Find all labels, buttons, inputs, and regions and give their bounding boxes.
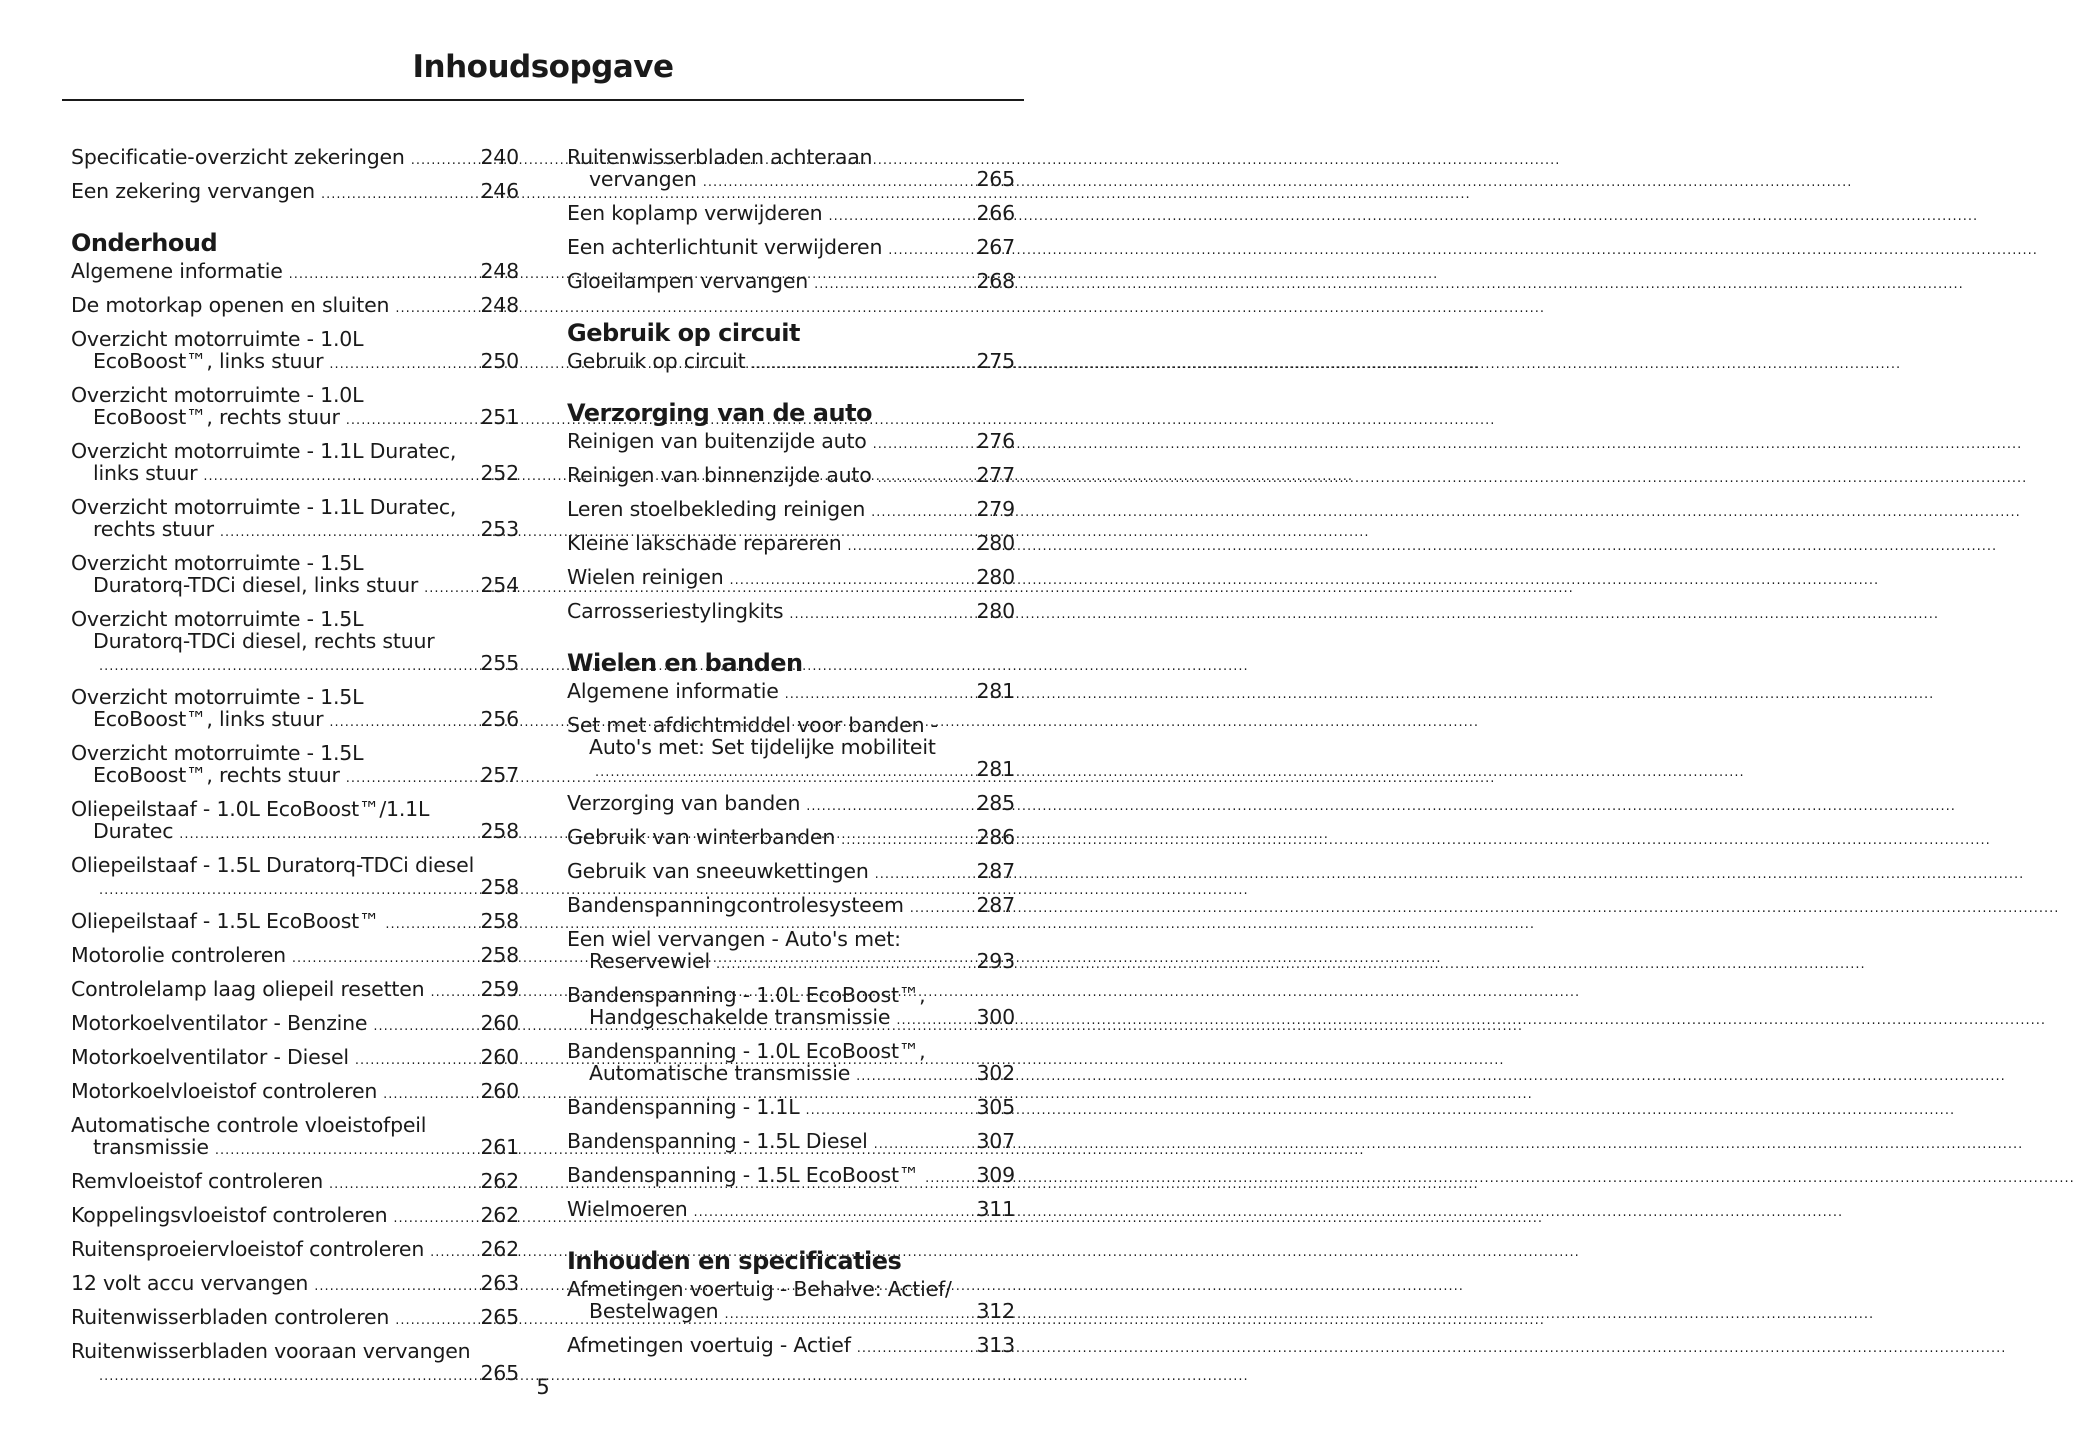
toc-entry-title: Reinigen van binnenzijde auto: [567, 463, 872, 487]
toc-page-number: 256: [480, 707, 519, 731]
dot-leader: [329, 1174, 477, 1196]
toc-entry-title: Remvloeistof controleren: [71, 1169, 324, 1193]
toc-entry-title: Motorolie controleren: [71, 943, 286, 967]
toc-entry-title: EcoBoost™, rechts stuur: [93, 405, 340, 429]
toc-entry-title: Specificatie-overzicht zekeringen: [71, 145, 405, 169]
toc-entry[interactable]: [567, 464, 1015, 490]
dot-leader: [805, 1100, 973, 1122]
dot-leader: [856, 1066, 973, 1088]
toc-entry-title: Gebruik van sneeuwkettingen: [567, 859, 869, 883]
toc-entry[interactable]: [71, 1204, 519, 1230]
toc-entry-title: Overzicht motorruimte - 1.5L: [71, 741, 364, 765]
dot-leader: [411, 150, 478, 172]
toc-page-number: 258: [480, 909, 519, 933]
dot-leader: [385, 914, 477, 936]
toc-entry[interactable]: [71, 1238, 519, 1264]
toc-entry-title: Bandenspanning - 1.0L EcoBoost™,: [567, 983, 926, 1007]
dot-leader: [871, 502, 973, 524]
toc-page-number: 313: [976, 1333, 1015, 1357]
toc-entry-title: links stuur: [93, 461, 198, 485]
toc-section-continued: [567, 146, 1015, 296]
toc-entry[interactable]: [71, 496, 519, 544]
toc-entry-title: Ruitensproeiervloeistof controleren: [71, 1237, 425, 1261]
toc-entry-title: Motorkoelvloeistof controleren: [71, 1079, 378, 1103]
toc-page-number: 254: [480, 573, 519, 597]
toc-page-number: 300: [976, 1005, 1015, 1029]
toc-page-number: 285: [976, 791, 1015, 815]
toc-page-number: 266: [976, 201, 1015, 225]
toc-entry[interactable]: [567, 984, 1015, 1032]
toc-page-number: 281: [976, 679, 1015, 703]
toc-page-number: 302: [976, 1061, 1015, 1085]
section-heading: Gebruik op circuit: [567, 319, 800, 347]
dot-leader: [806, 796, 973, 818]
toc-entry-title: Overzicht motorruimte - 1.1L Duratec,: [71, 495, 457, 519]
toc-entry-title: Gloeilampen vervangen: [567, 269, 809, 293]
toc-entry-title: Motorkoelventilator - Diesel: [71, 1045, 349, 1069]
toc-entry[interactable]: [567, 860, 1015, 886]
toc-entry[interactable]: [567, 1334, 1015, 1360]
toc-page-number: 258: [480, 819, 519, 843]
toc-entry[interactable]: [71, 1114, 519, 1162]
toc-entry[interactable]: [71, 260, 519, 286]
dot-leader: [220, 522, 478, 544]
dot-leader: [703, 172, 974, 194]
toc-entry-title: Afmetingen voertuig - Actief: [567, 1333, 851, 1357]
toc-page-number: 276: [976, 429, 1015, 453]
toc-page-number: 251: [480, 405, 519, 429]
dot-leader: [888, 240, 973, 262]
toc-entry-title: Carrosseriestylingkits: [567, 599, 784, 623]
toc-page-number: 268: [976, 269, 1015, 293]
dot-leader: [99, 656, 477, 678]
toc-entry[interactable]: [567, 1198, 1015, 1224]
toc-page-number: 259: [480, 977, 519, 1001]
page-number: 5: [536, 1375, 550, 1399]
toc-entry[interactable]: [567, 714, 1015, 784]
toc-entry[interactable]: [567, 1096, 1015, 1122]
toc-entry[interactable]: [567, 792, 1015, 818]
toc-entry-title: Een achterlichtunit verwijderen: [567, 235, 883, 259]
dot-leader: [841, 830, 973, 852]
toc-entry[interactable]: [71, 180, 519, 206]
toc-entry[interactable]: [567, 1040, 1015, 1088]
toc-entry-title: Automatische transmissie: [589, 1061, 851, 1085]
dot-leader: [292, 948, 478, 970]
toc-page-number: 309: [976, 1163, 1015, 1187]
section-heading: Wielen en banden: [567, 649, 803, 677]
toc-entry-title: Afmetingen voertuig - Behalve: Actief/: [567, 1277, 952, 1301]
toc-page-number: 262: [480, 1169, 519, 1193]
toc-entry-title: Duratorq-TDCi diesel, rechts stuur: [93, 629, 435, 653]
section-heading: Verzorging van de auto: [567, 399, 873, 427]
toc-entry[interactable]: [71, 1306, 519, 1332]
toc-entry-title: Leren stoelbekleding reinigen: [567, 497, 866, 521]
toc-entry[interactable]: [71, 742, 519, 790]
dot-leader: [724, 1304, 973, 1326]
dot-leader: [395, 1310, 477, 1332]
toc-page-number: 252: [480, 461, 519, 485]
toc-entry[interactable]: [567, 928, 1015, 976]
page-title: Inhoudsopgave: [412, 49, 674, 85]
toc-entry-title: Een wiel vervangen - Auto's met:: [567, 927, 901, 951]
dot-leader: [789, 604, 973, 626]
toc-section-inhouden-en-specificaties: [567, 1246, 1015, 1360]
toc-section-verzorging-van-de-auto: [567, 398, 1015, 626]
toc-entry-title: Ruitenwisserbladen controleren: [71, 1305, 390, 1329]
toc-entry[interactable]: [71, 1080, 519, 1106]
toc-page-number: 287: [976, 893, 1015, 917]
toc-page-number: 279: [976, 497, 1015, 521]
toc-page-number: 305: [976, 1095, 1015, 1119]
toc-entry-title: Algemene informatie: [71, 259, 283, 283]
toc-entry-title: Verzorging van banden: [567, 791, 801, 815]
toc-page-number: 240: [480, 145, 519, 169]
toc-entry[interactable]: [567, 600, 1015, 626]
dot-leader: [828, 206, 973, 228]
toc-entry[interactable]: [71, 384, 519, 432]
toc-entry-title: Wielen reinigen: [567, 565, 724, 589]
toc-entry-title: Bandenspanning - 1.1L: [567, 1095, 800, 1119]
toc-entry-title: Bandenspanning - 1.5L EcoBoost™: [567, 1163, 920, 1187]
toc-entry-title: Reservewiel: [589, 949, 710, 973]
toc-entry-title: Oliepeilstaaf - 1.5L EcoBoost™: [71, 909, 380, 933]
dot-leader: [346, 410, 478, 432]
toc-entry-title: transmissie: [93, 1135, 209, 1159]
toc-page-number: 307: [976, 1129, 1015, 1153]
toc-page-number: 260: [480, 1011, 519, 1035]
toc-page-number: 275: [976, 349, 1015, 373]
toc-section-gebruik-op-circuit: [567, 318, 1015, 376]
toc-entry-title: Oliepeilstaaf - 1.0L EcoBoost™/1.1L: [71, 797, 430, 821]
dot-leader: [383, 1084, 477, 1106]
toc-page-number: 265: [480, 1361, 519, 1385]
dot-leader: [215, 1140, 478, 1162]
dot-leader: [716, 954, 973, 976]
toc-page-number: 280: [976, 531, 1015, 555]
toc-page-number: 265: [480, 1305, 519, 1329]
toc-entry-title: Kleine lakschade repareren: [567, 531, 842, 555]
toc-entry[interactable]: [567, 236, 1015, 262]
dot-leader: [321, 184, 478, 206]
toc-entry-title: Algemene informatie: [567, 679, 779, 703]
dot-leader: [910, 898, 974, 920]
toc-entry[interactable]: [71, 146, 519, 172]
toc-entry-title: EcoBoost™, rechts stuur: [93, 763, 340, 787]
section-heading: Onderhoud: [71, 229, 218, 257]
dot-leader: [203, 466, 477, 488]
toc-entry[interactable]: [71, 608, 519, 678]
dot-leader: [424, 578, 477, 600]
toc-entry-title: Duratec: [93, 819, 174, 843]
dot-leader: [875, 864, 974, 886]
toc-entry[interactable]: [71, 1272, 519, 1298]
toc-entry-title: Automatische controle vloeistofpeil: [71, 1113, 427, 1137]
toc-entry-title: Een zekering vervangen: [71, 179, 315, 203]
toc-page-number: 287: [976, 859, 1015, 883]
toc-page-number: 267: [976, 235, 1015, 259]
toc-entry[interactable]: [71, 440, 519, 488]
toc-page-number: 265: [976, 167, 1015, 191]
toc-entry-title: Gebruik op circuit: [567, 349, 746, 373]
toc-entry-title: Overzicht motorruimte - 1.5L: [71, 551, 364, 575]
dot-leader: [785, 684, 974, 706]
dot-leader: [395, 298, 477, 320]
toc-section-continued: [71, 146, 519, 206]
toc-entry[interactable]: [71, 1012, 519, 1038]
toc-entry[interactable]: [567, 146, 1015, 194]
toc-page-number: 263: [480, 1271, 519, 1295]
dot-leader: [873, 434, 974, 456]
toc-entry-title: Reinigen van buitenzijde auto: [567, 429, 867, 453]
title-divider: [62, 99, 1024, 101]
toc-page-number: 293: [976, 949, 1015, 973]
toc-entry-title: Auto's met: Set tijdelijke mobiliteit: [589, 735, 936, 759]
toc-page-number: 280: [976, 565, 1015, 589]
toc-page-number: 286: [976, 825, 1015, 849]
toc-entry[interactable]: [567, 1130, 1015, 1156]
toc-page-number: 258: [480, 875, 519, 899]
toc-entry-title: EcoBoost™, links stuur: [93, 349, 324, 373]
toc-entry[interactable]: [567, 894, 1015, 920]
toc-entry-title: Handgeschakelde transmissie: [589, 1005, 891, 1029]
toc-page-number: 253: [480, 517, 519, 541]
dot-leader: [751, 354, 973, 376]
dot-leader: [896, 1010, 973, 1032]
dot-leader: [314, 1276, 477, 1298]
dot-leader: [878, 468, 974, 490]
toc-entry-title: Controlelamp laag oliepeil resetten: [71, 977, 425, 1001]
toc-entry[interactable]: [567, 1278, 1015, 1326]
toc-entry[interactable]: [567, 680, 1015, 706]
toc-entry[interactable]: [71, 910, 519, 936]
dot-leader: [373, 1016, 477, 1038]
toc-entry[interactable]: [567, 270, 1015, 296]
toc-entry-title: Ruitenwisserbladen vooraan vervangen: [71, 1339, 471, 1363]
toc-page-number: 260: [480, 1045, 519, 1069]
toc-entry-title: Overzicht motorruimte - 1.0L: [71, 383, 364, 407]
dot-leader: [329, 354, 477, 376]
toc-page-number: 255: [480, 651, 519, 675]
toc-entry-title: rechts stuur: [93, 517, 214, 541]
toc-entry-title: Bandenspanning - 1.5L Diesel: [567, 1129, 868, 1153]
toc-entry[interactable]: [71, 798, 519, 846]
toc-page-number: 248: [480, 259, 519, 283]
dot-leader: [814, 274, 973, 296]
toc-entry-title: Motorkoelventilator - Benzine: [71, 1011, 368, 1035]
toc-entry-title: Een koplamp verwijderen: [567, 201, 823, 225]
dot-leader: [430, 1242, 477, 1264]
toc-entry-title: Wielmoeren: [567, 1197, 688, 1221]
toc-left-column: [71, 146, 519, 1410]
toc-entry[interactable]: [71, 552, 519, 600]
toc-entry[interactable]: [71, 294, 519, 320]
toc-right-column: [567, 146, 1015, 1382]
toc-entry[interactable]: [71, 328, 519, 376]
dot-leader: [393, 1208, 477, 1230]
toc-entry[interactable]: [71, 1170, 519, 1196]
toc-page-number: 261: [480, 1135, 519, 1159]
toc-page-number: 312: [976, 1299, 1015, 1323]
toc-entry-title: 12 volt accu vervangen: [71, 1271, 309, 1295]
toc-entry-title: vervangen: [589, 167, 697, 191]
toc-entry[interactable]: [71, 978, 519, 1004]
toc-entry-title: Bandenspanning - 1.0L EcoBoost™,: [567, 1039, 926, 1063]
dot-leader: [346, 768, 478, 790]
toc-entry[interactable]: [567, 1164, 1015, 1190]
toc-entry-title: Oliepeilstaaf - 1.5L Duratorq-TDCi diesel: [71, 853, 475, 877]
dot-leader: [99, 880, 477, 902]
toc-entry-title: Overzicht motorruimte - 1.5L: [71, 607, 364, 631]
toc-entry-title: EcoBoost™, links stuur: [93, 707, 324, 731]
toc-page-number: 257: [480, 763, 519, 787]
toc-entry-title: Set met afdichtmiddel voor banden -: [567, 713, 938, 737]
toc-page-number: 246: [480, 179, 519, 203]
toc-entry[interactable]: [567, 202, 1015, 228]
toc-entry-title: Duratorq-TDCi diesel, links stuur: [93, 573, 419, 597]
toc-entry-title: Overzicht motorruimte - 1.0L: [71, 327, 364, 351]
toc-entry-title: Ruitenwisserbladen achteraan: [567, 145, 873, 169]
toc-entry[interactable]: [71, 686, 519, 734]
toc-page-number: 250: [480, 349, 519, 373]
toc-page-number: 262: [480, 1203, 519, 1227]
dot-leader: [694, 1202, 974, 1224]
toc-page-number: 260: [480, 1079, 519, 1103]
toc-entry[interactable]: [567, 350, 1015, 376]
section-heading: Inhouden en specificaties: [567, 1247, 902, 1275]
toc-page-number: 262: [480, 1237, 519, 1261]
toc-section-wielen-en-banden: [567, 648, 1015, 1224]
toc-page-number: 311: [976, 1197, 1015, 1221]
dot-leader: [847, 536, 973, 558]
dot-leader: [289, 264, 478, 286]
toc-entry[interactable]: [567, 566, 1015, 592]
dot-leader: [925, 1168, 973, 1190]
toc-page-number: 258: [480, 943, 519, 967]
dot-leader: [874, 1134, 974, 1156]
dot-leader: [430, 982, 477, 1004]
toc-entry-title: Overzicht motorruimte - 1.1L Duratec,: [71, 439, 457, 463]
toc-entry[interactable]: [71, 944, 519, 970]
toc-entry[interactable]: [567, 532, 1015, 558]
toc-entry-title: Overzicht motorruimte - 1.5L: [71, 685, 364, 709]
dot-leader: [329, 712, 477, 734]
toc-page-number: 280: [976, 599, 1015, 623]
toc-entry[interactable]: [567, 498, 1015, 524]
toc-entry[interactable]: [71, 1046, 519, 1072]
toc-page-number: 277: [976, 463, 1015, 487]
dot-leader: [730, 570, 974, 592]
dot-leader: [179, 824, 477, 846]
toc-entry-title: Gebruik van winterbanden: [567, 825, 836, 849]
toc-entry[interactable]: [567, 430, 1015, 456]
toc-entry-title: De motorkap openen en sluiten: [71, 293, 390, 317]
toc-section-onderhoud: [71, 228, 519, 1388]
toc-page-number: 248: [480, 293, 519, 317]
toc-entry-title: Bestelwagen: [589, 1299, 719, 1323]
toc-entry[interactable]: [71, 854, 519, 902]
dot-leader: [857, 1338, 974, 1360]
dot-leader: [595, 762, 973, 784]
toc-entry-title: Koppelingsvloeistof controleren: [71, 1203, 388, 1227]
toc-entry[interactable]: [567, 826, 1015, 852]
toc-page-number: 281: [976, 757, 1015, 781]
dot-leader: [355, 1050, 478, 1072]
toc-entry-title: Bandenspanningcontrolesysteem: [567, 893, 904, 917]
